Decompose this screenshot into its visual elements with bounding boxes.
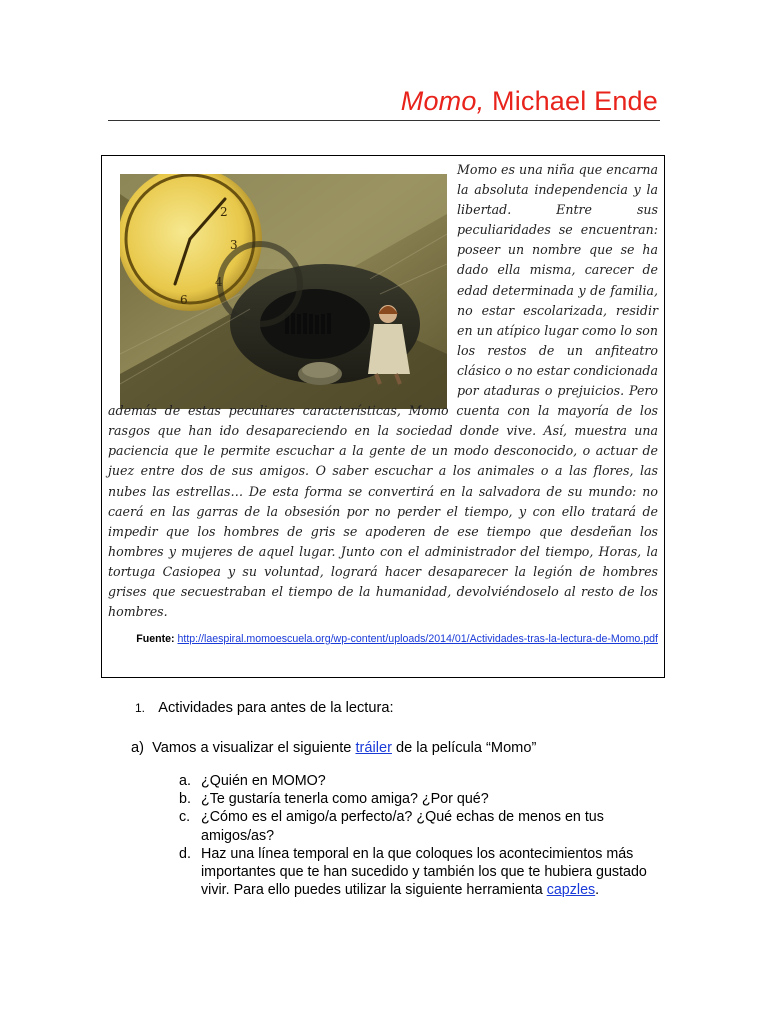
list-item-marker: d. bbox=[179, 845, 191, 862]
page-title bbox=[401, 86, 658, 117]
source-line bbox=[108, 631, 658, 648]
activity-a-marker: a) bbox=[131, 740, 144, 756]
list-item-marker: b. bbox=[179, 791, 191, 808]
activity-a-text-before: Vamos a visualizar el siguiente bbox=[152, 740, 356, 756]
list-item-text: ¿Cómo es el amigo/a perfecto/a? ¿Qué echas de menos en tus amigos/as? bbox=[201, 809, 604, 844]
title-italic: Momo, bbox=[400, 86, 485, 116]
activities-heading bbox=[135, 700, 394, 716]
description-paragraph: Momo es una niña que encarna la absoluta independencia y la libertad. Entre sus peculiaridades se encuentran: poseer un nombre que se ha dado ella misma, carecer de edad determinada y de familia, no estar escolarizada, residir en un atípico lugar como lo son los restos de un anfiteatro clásico o no estar condicionada por ataduras o prejuicios. Pero además de estas peculiares características, Momo cuenta con la mayoría de los rasgos que han ido desapareciendo en la sociedad donde vive. Así, muestra una paciencia que le permite escuchar a la gente de un modo desconocido, o actuar de juez entre dos de sus amigos. O saber escuchar a los animales o a las flores, las nubes las estrellas… De esta forma se convertirá en la salvadora de su mundo: no caerá en las garras de la obsesión por no perder el tiempo, y con ello tratará de impedir que los hombres de gris se apoderen de ese tiempo que desdeñan los hombres y mujeres de aquel lugar. Junto con el administrador del tiempo, Horas, la tortuga Casiopea y su voluntad, logrará hacer desaparecer la legión de hombres grises que secuestraban el tiempo de la humanidad, devolviéndoselo al resto de los hombres. bbox=[108, 162, 658, 620]
list-item-end: . bbox=[595, 882, 600, 899]
list-item bbox=[179, 790, 659, 808]
question-list bbox=[179, 772, 659, 899]
list-item bbox=[179, 808, 659, 844]
list-item bbox=[179, 772, 659, 790]
svg-text:6: 6 bbox=[180, 293, 188, 307]
svg-text:4: 4 bbox=[215, 275, 223, 289]
activities-heading-text: Actividades para antes de la lectura: bbox=[158, 700, 394, 716]
image-wrap-spacer bbox=[108, 160, 457, 401]
title-underline bbox=[108, 120, 660, 121]
svg-text:2: 2 bbox=[220, 205, 228, 219]
list-item-text: ¿Te gustaría tenerla como amiga? ¿Por qué? bbox=[201, 791, 489, 808]
title-author: Michael Ende bbox=[484, 86, 658, 116]
list-item bbox=[179, 845, 659, 900]
list-item-text: Haz una línea temporal en la que coloques los acontecimientos más importantes que te han sucedido y también los que te hubiera gustado vivir. Para ello puedes utilizar la siguiente herramienta bbox=[201, 845, 647, 899]
list-item-marker: c. bbox=[179, 809, 191, 826]
list-item-text: ¿Quién en MOMO? bbox=[201, 773, 326, 789]
capzles-link[interactable]: capzles bbox=[546, 882, 596, 899]
source-link[interactable]: http://laespiral.momoescuela.org/wp-content/uploads/2014/01/Actividades-tras-la-lectura-de-Momo.pdf bbox=[177, 633, 658, 645]
description-text bbox=[108, 160, 658, 622]
activities-heading-number: 1. bbox=[135, 701, 146, 715]
source-label: Fuente: bbox=[136, 633, 178, 645]
activity-a bbox=[131, 740, 536, 756]
list-item-marker: a. bbox=[179, 773, 191, 789]
activity-a-text-after: de la película “Momo” bbox=[391, 740, 537, 756]
svg-text:3: 3 bbox=[230, 238, 238, 252]
trailer-link[interactable]: tráiler bbox=[355, 740, 392, 756]
